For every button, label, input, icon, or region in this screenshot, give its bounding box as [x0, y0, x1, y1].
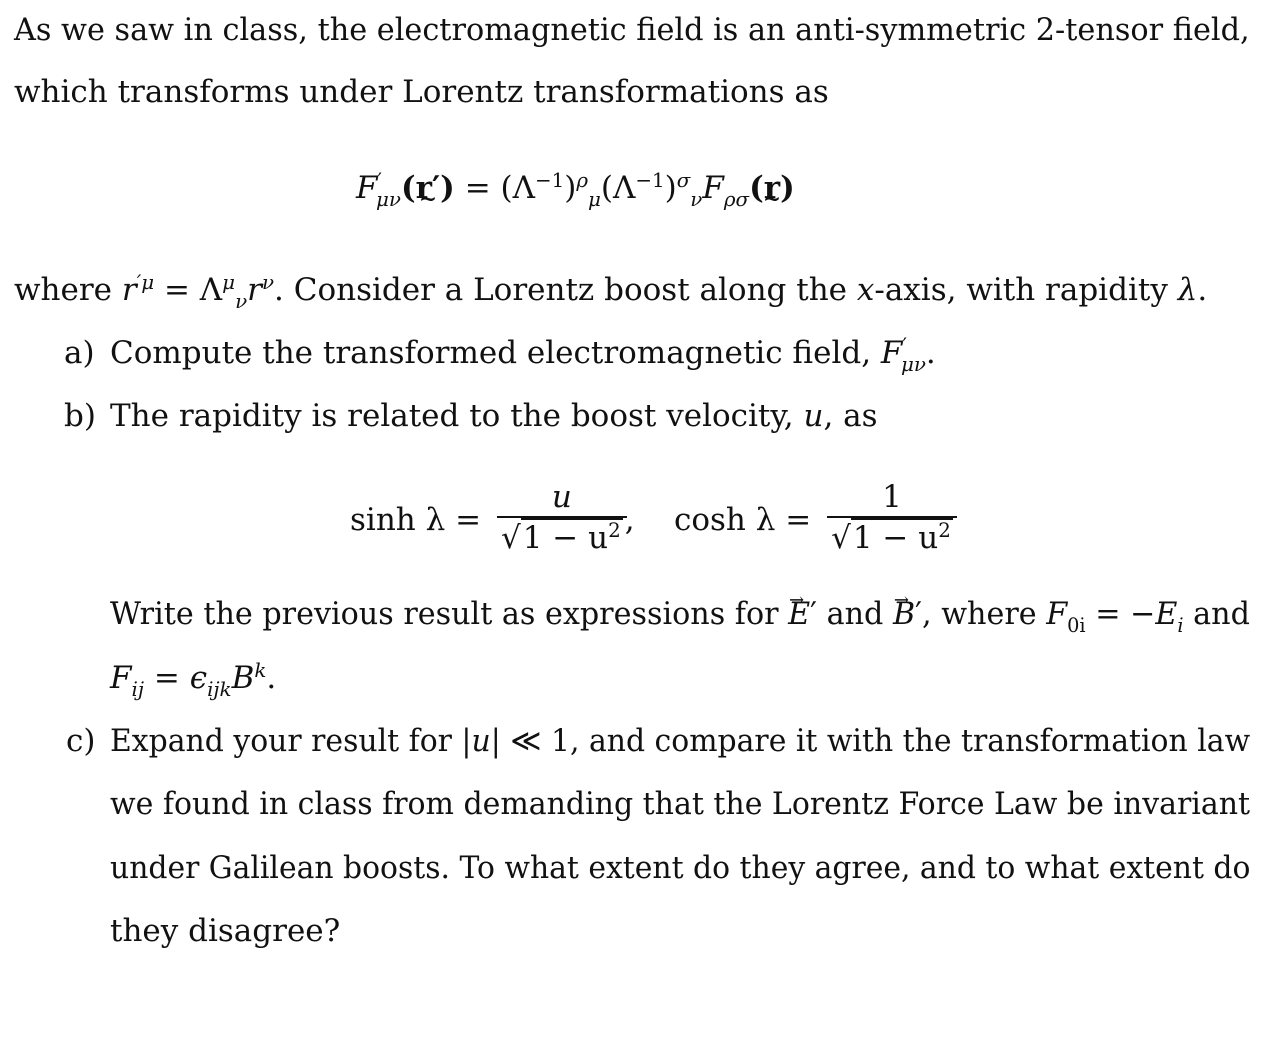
c-u: u [471, 723, 491, 759]
sinh-sqrt-body [521, 518, 623, 556]
where-r-sup: ′μ [136, 271, 155, 295]
c-line1-a: Expand your result for | [110, 723, 472, 759]
item-b-label: b) [64, 398, 96, 434]
term2-sup: −1 [635, 169, 665, 193]
sinh-lhs: sinh λ = [350, 502, 482, 538]
item-c-line-4: they disagree? [110, 913, 341, 949]
sinh-fraction [497, 478, 627, 562]
cosh-sqrt-symbol: √ [831, 520, 851, 556]
where-lambda-sup: μ [222, 271, 236, 295]
cosh-sqrt-body [851, 518, 953, 556]
cosh-equation [674, 478, 963, 562]
term2-idx-sub: ν [690, 187, 703, 211]
where-suffix: . Consider a Lorentz boost along the [274, 272, 857, 308]
item-b-write-line-2 [110, 658, 276, 702]
F0i: F [1046, 596, 1068, 632]
item-a-F: F [880, 335, 903, 371]
where-x: x [856, 272, 875, 308]
rhs-arg: (r) ~ [749, 168, 795, 208]
Fij-end: . [266, 660, 277, 696]
Fij-sub: ij [131, 677, 145, 701]
sinh-sqrt-symbol: √ [500, 520, 521, 556]
item-a-sub: μν [900, 352, 926, 376]
item-b-write-line-1 [110, 594, 1250, 638]
rhs-F: F [702, 170, 724, 206]
write-text: Write the previous result as expressions for [110, 596, 789, 632]
cosh-fraction [827, 478, 957, 562]
cosh-lhs: cosh λ = [674, 502, 812, 538]
where-line [14, 270, 1207, 314]
where-lambda-sub: ν [235, 289, 248, 313]
item-c-label: c) [66, 723, 96, 759]
sinh-numerator: u [551, 479, 572, 515]
item-c-line-3: under Galilean boosts. To what extent do they agree, and to what extent do [110, 850, 1251, 886]
where-suffix2: -axis, with rapidity [874, 272, 1178, 308]
B-prime: ′ [915, 596, 923, 632]
sinh-den-text: 1 − u [522, 520, 609, 556]
Fij-eps-sub: ijk [207, 677, 232, 701]
term1: (Λ [500, 170, 536, 206]
E-prime: ′ [810, 596, 818, 632]
term1-idx-sup: ρ [576, 169, 589, 193]
lhs-prime: ′ [377, 169, 383, 193]
eq-equals: = [464, 170, 491, 206]
c-line1-b: | ≪ 1, and compare it with the transformation law [490, 723, 1251, 759]
lhs-F: F [356, 170, 378, 206]
F0i-sub: 0i [1067, 613, 1086, 637]
F0i-rhs-sub: i [1177, 613, 1184, 637]
lhs-arg: (r′) ~ [401, 168, 455, 208]
write-where: , where [922, 596, 1047, 632]
where-end: . [1197, 272, 1208, 308]
term1-close: ) [564, 170, 577, 206]
where-rapidity: λ [1177, 272, 1198, 308]
write-and2: and [1183, 596, 1250, 632]
where-r: r [121, 272, 137, 308]
rhs-sub: ρσ [723, 187, 750, 211]
sinh-den-sup: 2 [608, 519, 621, 543]
item-a-end: . [925, 335, 936, 371]
cosh-den-sup: 2 [938, 519, 951, 543]
term2-idx-sup: σ [676, 169, 691, 193]
sinh-comma: , [624, 502, 635, 538]
item-b-text [110, 396, 878, 436]
cosh-numerator: 1 [882, 479, 902, 515]
item-c-line-1 [110, 721, 1250, 761]
B-vector: → B [893, 594, 915, 634]
item-c-line-2: we found in class from demanding that the Lorentz Force Law be invariant [110, 786, 1251, 822]
where-lambda: Λ [199, 272, 223, 308]
item-a-label: a) [64, 335, 95, 371]
intro-line-2: which transforms under Lorentz transformations as [14, 74, 829, 110]
term1-sup: −1 [535, 169, 565, 193]
transformation-equation [356, 168, 795, 212]
lhs-sub: μν [376, 187, 401, 211]
where-prefix: where [14, 272, 122, 308]
write-and1: and [817, 596, 893, 632]
item-b-u: u [803, 398, 824, 434]
where-equals: = [154, 272, 200, 308]
item-a-text [110, 333, 936, 377]
sinh-equation [350, 478, 635, 562]
where-r2-sup: ν [261, 271, 275, 295]
F0i-rhs: = −E [1085, 596, 1178, 632]
Fij-B: B [231, 660, 255, 696]
E-vector: → E [788, 594, 810, 634]
Fij-B-sup: k [254, 659, 267, 683]
item-a-prime: ′ [902, 334, 907, 358]
cosh-den-text: 1 − u [852, 520, 939, 556]
sinh-denominator [497, 518, 627, 562]
item-b-end: , as [823, 398, 878, 434]
term1-idx-sub: μ [588, 187, 601, 211]
where-r2: r [247, 272, 262, 308]
Fij: F [110, 660, 132, 696]
item-a-body: Compute the transformed electromagnetic field, [110, 335, 881, 371]
cosh-denominator [827, 518, 957, 562]
Fij-eq: = ϵ [144, 660, 208, 696]
term2: (Λ [600, 170, 636, 206]
intro-line-1: As we saw in class, the electromagnetic field is an anti-symmetric 2-tensor field, [14, 12, 1250, 48]
item-b-body: The rapidity is related to the boost velocity, [110, 398, 804, 434]
term2-close: ) [664, 170, 677, 206]
